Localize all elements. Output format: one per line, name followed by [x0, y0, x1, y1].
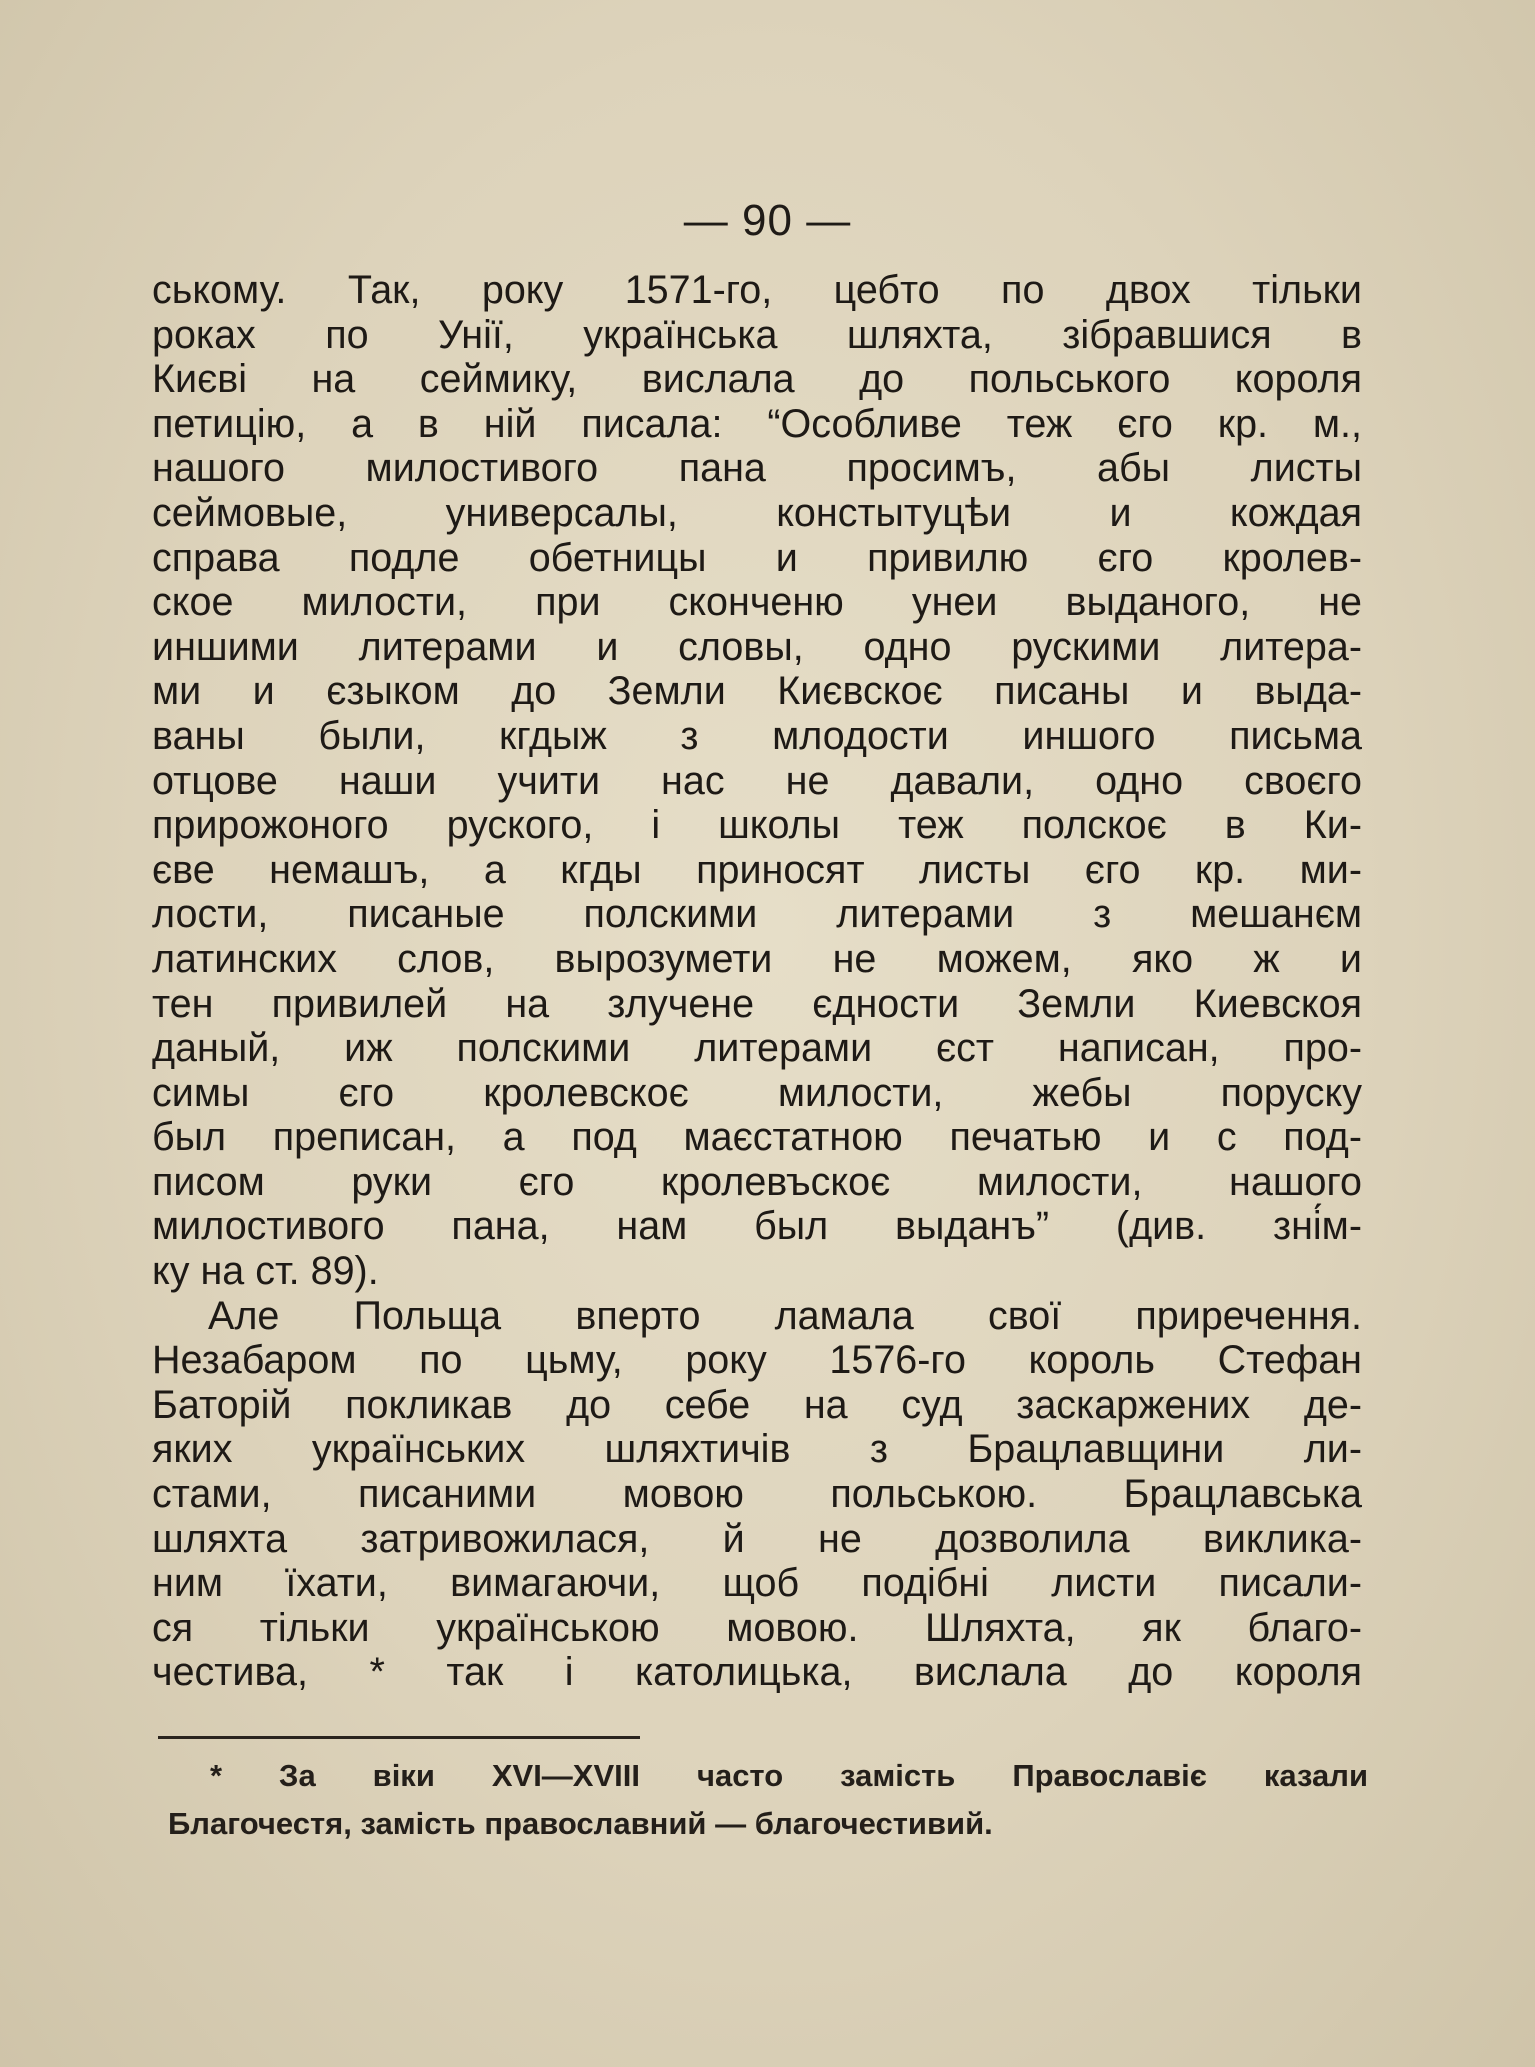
text-line: Але Польща вперто ламала свої приречення.: [208, 1293, 1362, 1338]
text-line: лости, писаные полскими литерами з мешанєм: [152, 892, 1362, 937]
text-line: єве немашъ, а кгды приносят листы єго кр. ми-: [152, 847, 1362, 892]
footnote-divider: [158, 1736, 640, 1739]
text-line: сеймовые, универсалы, констытуцѣи и кождая: [152, 490, 1362, 535]
footnote-line: * За віки XVI—XVIII часто замість Православіє казали: [210, 1758, 1368, 1793]
page-number: — 90 —: [683, 196, 852, 245]
text-line: Баторій покликав до себе на суд заскаржених де-: [152, 1382, 1362, 1427]
text-line: тен привилей на злучене єдности Земли Киевскоя: [152, 981, 1362, 1026]
body-text: [152, 268, 1362, 1695]
text-line: ському. Так, року 1571-го, цебто по двох тільки: [152, 268, 1362, 312]
text-line: милостивого пана, нам был выданъ” (див. зні́м-: [152, 1204, 1362, 1249]
paragraph-1: [152, 268, 1362, 1294]
text-line: симы єго кролевскоє милости, жебы поруску: [152, 1070, 1362, 1115]
text-line: прирожоного руского, і школы теж полскоє в Ки-: [152, 803, 1362, 848]
text-line: роках по Унії, українська шляхта, зібравшися в: [152, 312, 1362, 357]
text-line: шляхта затривожилася, й не дозволила виклика-: [152, 1516, 1362, 1561]
text-line: ваны были, кгдыж з млодости иншого письма: [152, 713, 1362, 758]
text-line: даный, иж полскими литерами єст написан, про-: [152, 1026, 1362, 1071]
text-line: петицію, а в ній писала: “Особливе теж єго кр. м.,: [152, 401, 1362, 446]
text-line: яких українських шляхтичів з Брацлавщини ли-: [152, 1427, 1362, 1472]
text-line: иншими литерами и словы, одно рускими литера-: [152, 624, 1362, 669]
text-line: Незабаром по цьму, року 1576-го король Стефан: [152, 1338, 1362, 1383]
text-line: ское милости, при сконченю унеи выданого, не: [152, 580, 1362, 625]
text-line: был преписан, а под маєстатною печатью и с под-: [152, 1115, 1362, 1160]
footnote-line: Благочестя, замість православний — благочестивий.: [168, 1806, 993, 1841]
footnote: [168, 1752, 1368, 1848]
text-line: отцове наши учити нас не давали, одно своєго: [152, 758, 1362, 803]
text-line: нашого милостивого пана просимъ, абы листы: [152, 446, 1362, 491]
text-line: писом руки єго кролевъскоє милости, нашого: [152, 1159, 1362, 1204]
text-line: справа подле обетницы и привилю єго кролев-: [152, 535, 1362, 580]
text-line: ним їхати, вимагаючи, щоб подібні листи писали-: [152, 1561, 1362, 1606]
text-line: Києві на сеймику, вислала до польського короля: [152, 357, 1362, 402]
paragraph-2: [152, 1294, 1362, 1695]
text-line: ми и єзыком до Земли Києвскоє писаны и выда-: [152, 669, 1362, 714]
text-line: стами, писаними мовою польською. Брацлавська: [152, 1472, 1362, 1517]
text-line: латинских слов, вырозумети не можем, яко ж и: [152, 936, 1362, 981]
text-line: ся тільки українською мовою. Шляхта, як благо-: [152, 1605, 1362, 1650]
text-line: честива, * так і католицька, вислала до короля: [152, 1650, 1362, 1695]
text-line: ку на ст. 89).: [152, 1249, 379, 1294]
